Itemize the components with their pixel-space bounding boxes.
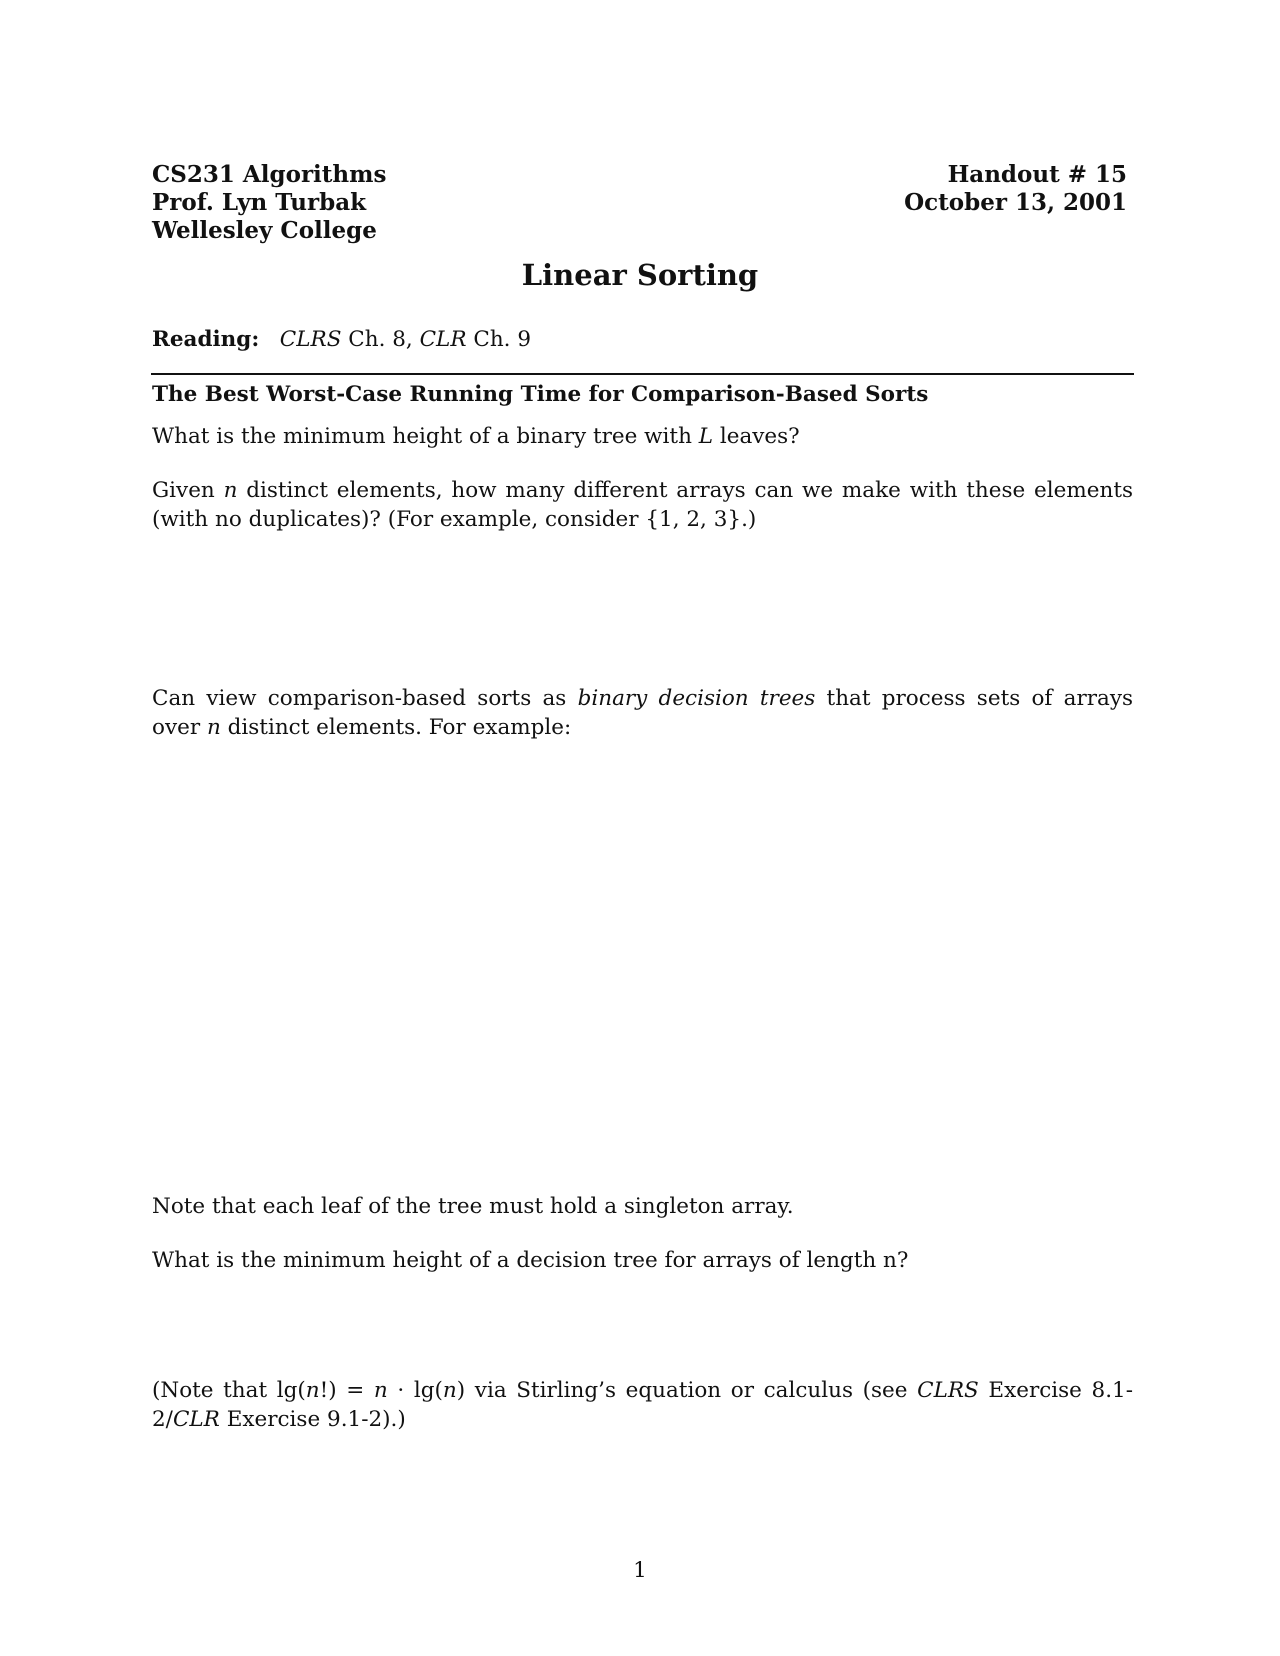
handout-info — [904, 161, 1127, 217]
reading-book-clrs: CLRS — [279, 327, 342, 352]
p3-text-before: Can view comparison-based sorts as — [152, 686, 578, 711]
q1-text-before: What is the minimum height of a binary tree with — [152, 424, 699, 449]
course-name: CS231 Algorithms — [152, 161, 387, 188]
note2-book-clrs: CLRS — [917, 1378, 979, 1403]
note2-text-5: Exercise 8.1-2/ — [152, 1378, 1134, 1432]
q1-var: L — [698, 424, 714, 449]
reading-label: Reading: — [152, 327, 260, 352]
note2-var-1: n — [305, 1378, 320, 1403]
p3-var: n — [206, 715, 221, 740]
page-number: 1 — [633, 1558, 647, 1583]
note-stirling — [152, 1376, 1133, 1434]
page-title: Linear Sorting — [521, 258, 759, 292]
q1-text-after: leaves? — [713, 424, 800, 449]
q2-text-after: distinct elements, how many different arrays can we make with these elements (with no duplicates)? (For example, consider {1, 2, 3}.) — [152, 478, 1133, 532]
reading-line — [152, 325, 531, 354]
section-divider — [151, 373, 1134, 375]
reading-chapter-2: Ch. 9 — [466, 327, 532, 352]
q2-var: n — [223, 478, 238, 503]
institution-name: Wellesley College — [152, 217, 377, 244]
paragraph-decision-trees — [152, 684, 1133, 742]
q2-text-before: Given — [152, 478, 224, 503]
note2-text-4: ) via Stirling’s equation or calculus (see — [456, 1378, 918, 1403]
handout-number: Handout # 15 — [947, 161, 1127, 188]
note2-text-2: !) = — [319, 1378, 374, 1403]
note2-text-1: (Note that lg( — [152, 1378, 306, 1403]
note2-book-clr: CLR — [172, 1407, 220, 1432]
note-singleton-leaf: Note that each leaf of the tree must hold a singleton array. — [152, 1194, 794, 1219]
question-min-height-binary-tree — [152, 422, 800, 451]
note2-var-2: n — [373, 1378, 388, 1403]
note2-var-3: n — [442, 1378, 457, 1403]
reading-book-clr: CLR — [419, 327, 467, 352]
handout-date: October 13, 2001 — [904, 189, 1127, 216]
p3-text-after: distinct elements. For example: — [220, 715, 572, 740]
question-min-height-decision-tree: What is the minimum height of a decision tree for arrays of length n? — [152, 1248, 909, 1273]
note2-text-6: Exercise 9.1-2).) — [219, 1407, 406, 1432]
p3-emphasis: binary decision trees — [577, 686, 816, 711]
note2-text-3: · lg( — [387, 1378, 443, 1403]
course-header — [152, 161, 386, 245]
p3-text-middle: that process sets of arrays over — [152, 686, 1134, 740]
section-heading: The Best Worst-Case Running Time for Comparison-Based Sorts — [152, 382, 929, 407]
question-distinct-arrays — [152, 476, 1133, 534]
reading-chapter-1: Ch. 8, — [341, 327, 420, 352]
professor-name: Prof. Lyn Turbak — [152, 189, 367, 216]
